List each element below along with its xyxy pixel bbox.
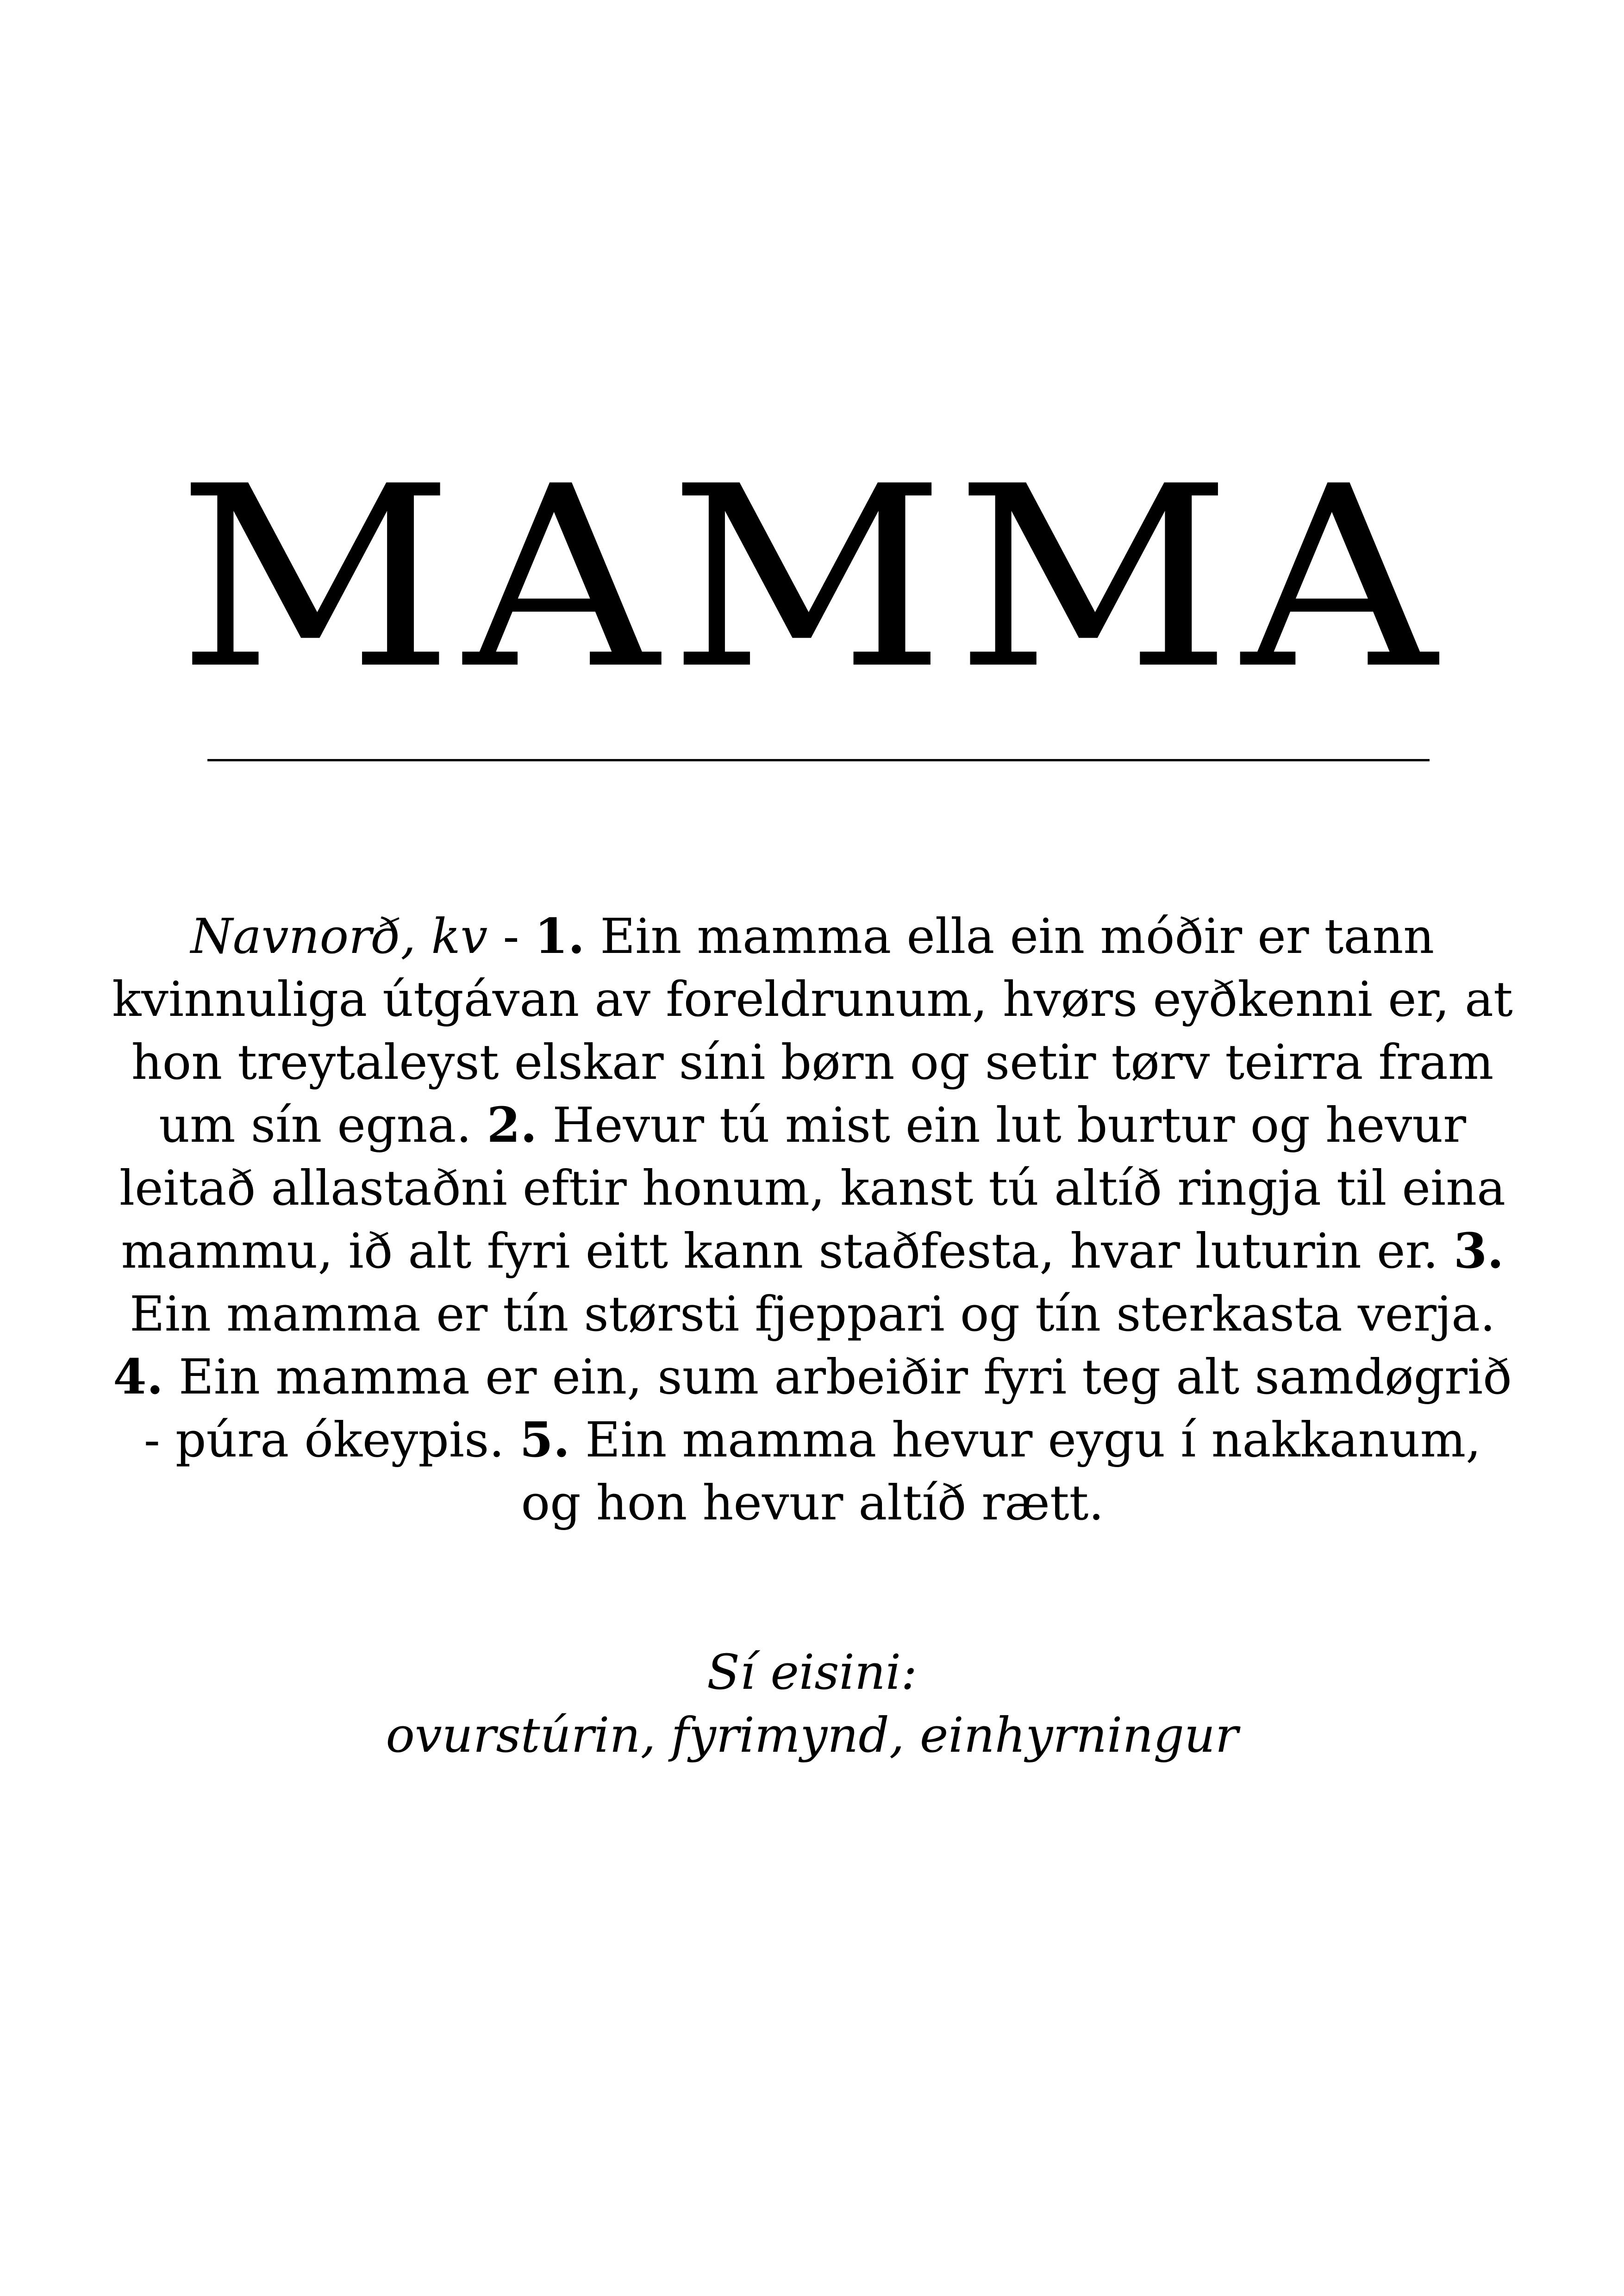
page-title: MAMMA (177, 433, 1447, 724)
definition-text-3: Ein mamma er tín størsti fjeppari og tín sterkasta verja. (129, 1286, 1496, 1342)
definition-number-1: 1. (534, 908, 585, 964)
see-also-label: Sí eisini: (706, 1644, 918, 1700)
separator-dash: - (487, 908, 535, 964)
definition-number-4: 4. (113, 1348, 163, 1405)
definition-number-3: 3. (1453, 1222, 1504, 1279)
definition-number-5: 5. (519, 1411, 570, 1468)
part-of-speech: Navnorð, kv (190, 908, 488, 964)
definition-text-2: Hevur tú mist ein lut burtur og hevur leitað allastaðni eftir honum, kanst tú altíð ringja til eina mammu, ið alt fyri eitt kann staðfesta, hvar luturin er. (119, 1097, 1506, 1279)
definition-number-2: 2. (487, 1096, 537, 1153)
see-also (0, 1641, 1624, 1767)
definition-text-4: Ein mamma er ein, sum arbeiðir fyri teg alt samdøgrið - púra ókeypis. (144, 1349, 1512, 1468)
definition-paragraph (106, 905, 1518, 1534)
definition-text-5: Ein mamma hevur eygu í nakkanum, og hon hevur altíð rætt. (521, 1412, 1481, 1531)
definition-text-1: Ein mamma ella ein móðir er tann kvinnuliga útgávan av foreldrunum, hvørs eyðkenni er, at hon treytaleyst elskar síni børn og setir tørv teirra fram um sín egna. (112, 908, 1513, 1153)
see-also-terms: ovurstúrin, fyrimynd, einhyrningur (386, 1707, 1238, 1763)
title-divider (207, 759, 1430, 761)
